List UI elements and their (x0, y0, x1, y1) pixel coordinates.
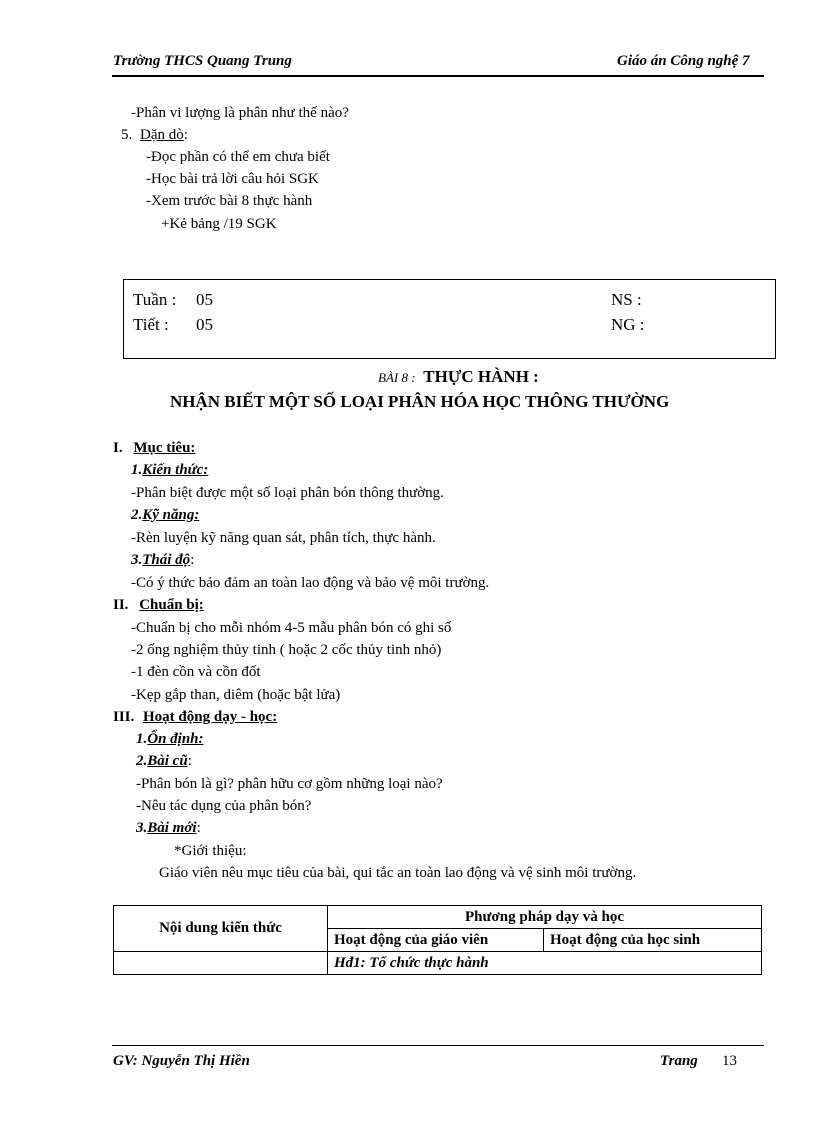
stabilize-heading (136, 731, 204, 748)
attitude-num: 3. (131, 552, 143, 568)
top-line: -Xem trước bài 8 thực hành (146, 193, 313, 209)
activity-row: Hđ1: Tổ chức thực hành (328, 952, 762, 975)
new-lesson-num: 3. (136, 820, 148, 836)
item5-colon: : (183, 127, 188, 143)
old-lesson-heading (136, 753, 192, 770)
attitude-text: -Có ý thức bảo đảm an toàn lao động và bảo vệ môi trường. (131, 575, 490, 591)
lesson-subtitle: NHẬN BIẾT MỘT SỐ LOẠI PHÂN HÓA HỌC THÔNG THƯỜNG (170, 392, 670, 411)
attitude-title: Thái độ (142, 552, 191, 568)
stabilize-num: 1. (136, 731, 148, 747)
lesson-title: THỰC HÀNH : (423, 367, 539, 386)
info-box (123, 279, 776, 359)
top-line: -Học bài trả lời câu hỏi SGK (146, 171, 319, 187)
col-knowledge: Nội dung kiến thức (114, 906, 328, 952)
footer-page-number: 13 (722, 1053, 737, 1069)
header-rule (112, 75, 764, 77)
table-cell (114, 952, 328, 975)
item5-label: Dặn dò (140, 127, 184, 143)
sec2-heading (113, 597, 204, 614)
old-lesson-item: -Nêu tác dụng của phân bón? (136, 798, 312, 814)
header-school: Trường THCS Quang Trung (113, 53, 292, 69)
sec2-num: II. (113, 597, 129, 613)
attitude-colon: : (190, 552, 195, 568)
top-line: -Đọc phần có thể em chưa biết (146, 149, 330, 165)
stabilize-title: Ổn định: (147, 731, 204, 747)
sec1-heading (113, 440, 195, 457)
top-subline: +Kẻ bảng /19 SGK (161, 216, 277, 232)
new-lesson-colon: : (196, 820, 201, 836)
footer-page-label: Trang (660, 1053, 698, 1069)
footer-teacher: GV: Nguyễn Thị Hiền (113, 1053, 250, 1069)
ns-label: NS : (611, 290, 642, 309)
sec2-item: -2 ống nghiệm thủy tinh ( hoặc 2 cốc thủy tinh nhỏ) (131, 642, 442, 658)
new-lesson-title: Bài mới (147, 820, 197, 836)
sec1-num: I. (113, 440, 123, 456)
knowledge-num: 1. (131, 462, 143, 478)
attitude-heading (131, 552, 194, 569)
new-lesson-heading (136, 820, 201, 837)
knowledge-heading (131, 462, 208, 479)
sec3-num: III. (113, 709, 135, 725)
period-value: 05 (196, 315, 213, 334)
week-value: 05 (196, 290, 213, 309)
sec2-item: -Chuẩn bị cho mỗi nhóm 4-5 mẫu phân bón có ghi số (131, 620, 452, 636)
footer-rule (112, 1045, 764, 1046)
lesson-heading (378, 367, 539, 387)
lesson-prefix: BÀI 8 : (378, 370, 416, 385)
skills-num: 2. (131, 507, 143, 523)
knowledge-title: Kiến thức: (142, 462, 209, 478)
item5 (121, 127, 188, 144)
sec2-item: -Kẹp gắp than, diêm (hoặc bật lửa) (131, 687, 341, 703)
skills-title: Kỹ năng: (142, 507, 200, 523)
intro-text: Giáo viên nêu mục tiêu của bài, qui tắc an toàn lao động và vệ sinh môi trường. (159, 865, 637, 881)
skills-heading (131, 507, 199, 524)
intro-label: *Giới thiệu: (174, 843, 247, 859)
period-label: Tiết : (133, 315, 169, 334)
sec2-title: Chuẩn bị: (139, 597, 204, 613)
lesson-table (113, 905, 762, 975)
old-lesson-num: 2. (136, 753, 148, 769)
sec3-title: Hoạt động dạy - học: (143, 709, 278, 725)
sec2-item: -1 đèn cồn và cồn đốt (131, 664, 261, 680)
col-group-methods: Phương pháp dạy và học (328, 906, 762, 929)
old-lesson-item: -Phân bón là gì? phân hữu cơ gồm những loại nào? (136, 776, 443, 792)
ng-label: NG : (611, 315, 645, 334)
top-line: -Phân vi lượng là phân như thế nào? (131, 105, 349, 121)
week-label: Tuần : (133, 290, 177, 309)
old-lesson-colon: : (187, 753, 192, 769)
old-lesson-title: Bài cũ (147, 753, 188, 769)
col-teacher: Hoạt động của giáo viên (328, 929, 544, 952)
item5-num: 5. (121, 127, 133, 143)
knowledge-text: -Phân biệt được một số loại phân bón thông thường. (131, 485, 444, 501)
col-student: Hoạt động của học sinh (544, 929, 762, 952)
skills-text: -Rèn luyện kỹ năng quan sát, phân tích, thực hành. (131, 530, 436, 546)
header-subject: Giáo án Công nghệ 7 (617, 53, 750, 69)
sec1-title: Mục tiêu: (133, 440, 196, 456)
sec3-heading (113, 709, 277, 726)
